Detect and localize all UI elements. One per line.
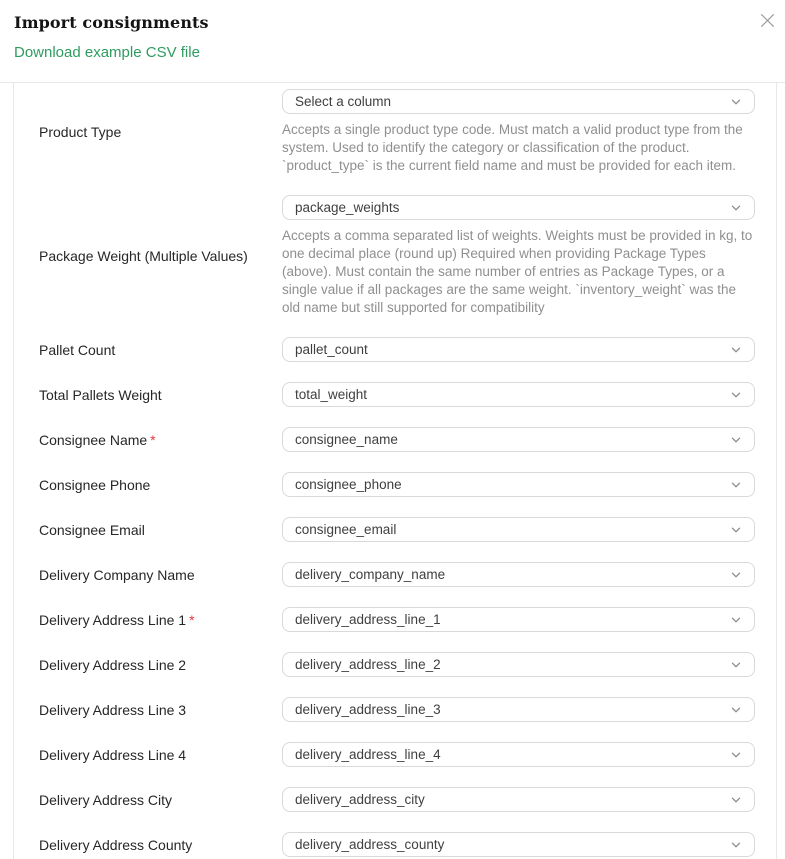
field-label-cell [39,701,282,719]
chevron-down-icon [730,569,742,581]
column-select-value: delivery_address_line_1 [295,612,441,627]
field-label: Delivery Address Line 4 [39,746,187,763]
field-help-text: Accepts a comma separated list of weights. Weights must be provided in kg, to one decimal place (round up) Required when providing Package Types (above). Must contain the same number of entries as Package Types, or a single value if all packages are the same weight. `inventory_weight` was the old name but still supported for compatibility [282,228,753,315]
column-select[interactable] [282,787,755,812]
field-label-cell [39,746,282,764]
field-control-cell [282,787,755,812]
column-select[interactable] [282,517,755,542]
chevron-down-icon [730,344,742,356]
field-row [39,607,755,632]
chevron-down-icon [730,794,742,806]
field-row [39,427,755,452]
column-select-value: package_weights [295,200,400,215]
field-control-cell [282,562,755,587]
column-select[interactable] [282,472,755,497]
required-asterisk: * [150,431,156,448]
field-label-cell [39,836,282,854]
field-label: Delivery Address Line 3 [39,701,187,718]
column-select[interactable] [282,89,755,114]
field-control-cell [282,89,755,175]
field-control-cell [282,697,755,722]
chevron-down-icon [730,659,742,671]
field-label: Product Type [39,124,122,140]
field-row [39,472,755,497]
field-label: Delivery Address City [39,791,173,808]
field-row [39,562,755,587]
column-select-value: delivery_address_line_2 [295,657,441,672]
column-select-value: delivery_address_county [295,837,445,852]
column-select[interactable] [282,562,755,587]
chevron-down-icon [730,202,742,214]
field-control-cell [282,832,755,857]
field-label: Total Pallets Weight [39,386,162,403]
field-control-cell [282,427,755,452]
field-mapping-form [39,89,755,857]
modal-title: Import consignments [14,13,209,32]
close-button[interactable] [756,9,778,31]
field-label: Pallet Count [39,341,116,358]
column-select[interactable] [282,382,755,407]
column-select-value: delivery_address_city [295,792,425,807]
field-label: Delivery Address County [39,836,193,853]
field-label-cell [39,431,282,449]
field-row [39,89,755,175]
chevron-down-icon [730,479,742,491]
column-select[interactable] [282,742,755,767]
chevron-down-icon [730,524,742,536]
column-select-value: total_weight [295,387,368,402]
field-row [39,517,755,542]
field-row [39,697,755,722]
field-control-cell [282,607,755,632]
field-control-cell [282,195,755,317]
modal-header [0,0,785,83]
field-label: Delivery Address Line 2 [39,656,187,673]
field-label-cell [39,656,282,674]
field-control-cell [282,517,755,542]
column-select[interactable] [282,337,755,362]
field-label: Delivery Address Line 1 [39,611,187,628]
field-row [39,337,755,362]
field-label: Consignee Phone [39,476,151,493]
field-control-cell [282,382,755,407]
field-label-cell [39,123,282,141]
column-select[interactable] [282,697,755,722]
field-label: Package Weight (Multiple Values) [39,248,248,264]
column-select-value: consignee_phone [295,477,402,492]
field-row [39,652,755,677]
column-select-value: delivery_company_name [295,567,446,582]
field-row [39,382,755,407]
field-help-text: Accepts a single product type code. Must match a valid product type from the system. Used to identify the category or classification of the product. `product_type` is the current field name and must be provided for each item. [282,122,743,173]
field-row [39,195,755,317]
field-label-cell [39,611,282,629]
field-label: Delivery Company Name [39,566,195,583]
required-asterisk: * [189,611,195,628]
chevron-down-icon [730,704,742,716]
column-select[interactable] [282,427,755,452]
column-select-value: consignee_name [295,432,398,447]
field-label-cell [39,521,282,539]
column-select-value: Select a column [295,94,392,109]
chevron-down-icon [730,749,742,761]
chevron-down-icon [730,839,742,851]
field-control-cell [282,472,755,497]
column-select-value: delivery_address_line_4 [295,747,441,762]
chevron-down-icon [730,614,742,626]
field-label-cell [39,476,282,494]
close-icon [759,12,776,29]
column-select-value: pallet_count [295,342,368,357]
field-row [39,742,755,767]
column-select-value: consignee_email [295,522,397,537]
chevron-down-icon [730,434,742,446]
chevron-down-icon [730,389,742,401]
field-control-cell [282,652,755,677]
field-control-cell [282,742,755,767]
field-label-cell [39,341,282,359]
field-row [39,787,755,812]
field-control-cell [282,337,755,362]
field-label-cell [39,791,282,809]
field-label-cell [39,566,282,584]
column-select[interactable] [282,652,755,677]
field-row [39,832,755,857]
column-select[interactable] [282,832,755,857]
field-label-cell [39,386,282,404]
download-example-csv-link[interactable]: Download example CSV file [14,44,200,61]
modal-body-scroll[interactable] [13,83,777,859]
chevron-down-icon [730,96,742,108]
field-label: Consignee Name [39,431,148,448]
column-select[interactable] [282,607,755,632]
field-label: Consignee Email [39,521,145,538]
field-label-cell [39,247,282,265]
column-select-value: delivery_address_line_3 [295,702,441,717]
column-select[interactable] [282,195,755,220]
